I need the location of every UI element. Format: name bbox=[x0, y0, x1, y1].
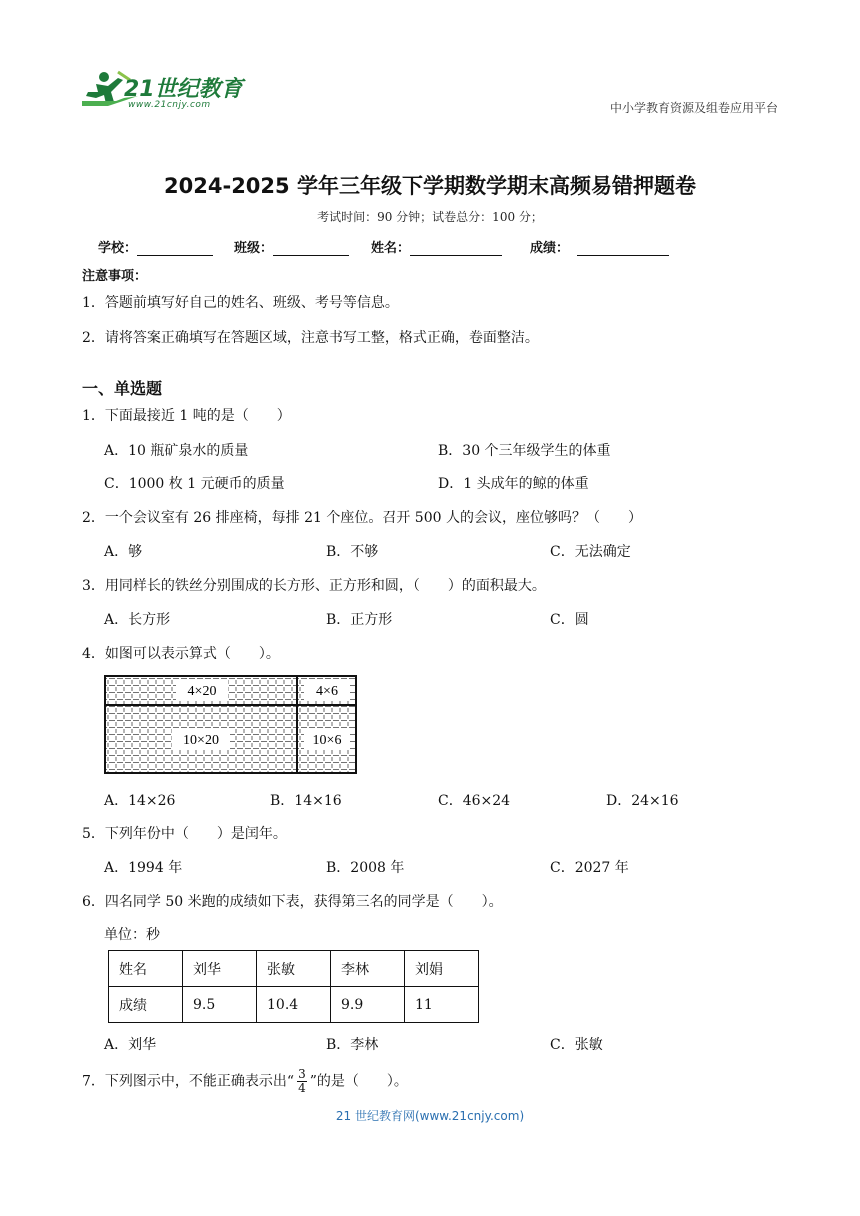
score-field[interactable] bbox=[530, 237, 669, 256]
table-cell: 成绩 bbox=[109, 987, 183, 1023]
school-blank[interactable] bbox=[137, 241, 213, 256]
option-b[interactable]: B．不够 bbox=[326, 544, 379, 560]
table-cell: 刘华 bbox=[183, 951, 257, 987]
class-label: 班级： bbox=[234, 241, 274, 256]
table-cell: 李林 bbox=[331, 951, 405, 987]
table-row bbox=[109, 951, 479, 987]
table-row bbox=[109, 987, 479, 1023]
notice-item: 2．请将答案正确填写在答题区域，注意书写工整，格式正确，卷面整洁。 bbox=[82, 330, 539, 346]
option-b[interactable]: B．正方形 bbox=[326, 612, 393, 628]
option-c[interactable]: C．46×24 bbox=[438, 793, 511, 809]
table-cell: 11 bbox=[405, 987, 479, 1023]
fraction-numerator: 3 bbox=[298, 1067, 306, 1081]
school-field[interactable] bbox=[98, 237, 213, 256]
exam-info: 考试时间：90 分钟；试卷总分：100 分； bbox=[317, 210, 543, 224]
label-4x6: 4×6 bbox=[316, 684, 338, 699]
option-c[interactable]: C．2027 年 bbox=[550, 860, 629, 876]
table-cell: 9.5 bbox=[183, 987, 257, 1023]
table-cell: 10.4 bbox=[257, 987, 331, 1023]
fraction-denominator: 4 bbox=[298, 1081, 306, 1095]
label-10x6: 10×6 bbox=[312, 733, 342, 748]
option-c[interactable]: C．圆 bbox=[550, 612, 589, 628]
option-c[interactable]: C．无法确定 bbox=[550, 544, 631, 560]
option-c[interactable]: C．1000 枚 1 元硬币的质量 bbox=[104, 476, 285, 492]
question-stem: 4．如图可以表示算式（ ）。 bbox=[82, 646, 280, 662]
option-c[interactable]: C．张敏 bbox=[550, 1037, 603, 1053]
question-stem: 1．下面最接近 1 吨的是（ ） bbox=[82, 408, 291, 424]
page-title: 2024-2025 学年三年级下学期数学期末高频易错押题卷 bbox=[164, 174, 696, 198]
label-10x20: 10×20 bbox=[183, 733, 219, 748]
notice-item: 1．答题前填写好自己的姓名、班级、考号等信息。 bbox=[82, 295, 399, 311]
score-blank[interactable] bbox=[577, 241, 669, 256]
score-label: 成绩： bbox=[530, 241, 570, 256]
logo-text: 21世纪教育 bbox=[124, 77, 243, 102]
table-cell: 9.9 bbox=[331, 987, 405, 1023]
question-stem: 5．下列年份中（ ）是闰年。 bbox=[82, 826, 287, 842]
footer-link[interactable]: 21 世纪教育网(www.21cnjy.com) bbox=[335, 1109, 525, 1123]
class-field[interactable] bbox=[234, 237, 349, 256]
brand-logo bbox=[78, 68, 248, 118]
question-stem bbox=[82, 1068, 408, 1095]
label-4x20: 4×20 bbox=[187, 684, 217, 699]
section-title: 一、单选题 bbox=[82, 379, 163, 398]
school-label: 学校： bbox=[98, 241, 138, 256]
option-a[interactable]: A．1994 年 bbox=[104, 860, 183, 876]
option-a[interactable]: A．10 瓶矿泉水的质量 bbox=[104, 443, 249, 459]
option-b[interactable]: B．李林 bbox=[326, 1037, 379, 1053]
option-b[interactable]: B．14×16 bbox=[270, 793, 342, 809]
option-a[interactable]: A．够 bbox=[104, 544, 143, 560]
option-b[interactable]: B．30 个三年级学生的体重 bbox=[438, 443, 611, 459]
option-a[interactable]: A．14×26 bbox=[104, 793, 176, 809]
area-model-figure bbox=[104, 675, 358, 779]
name-field[interactable] bbox=[371, 237, 502, 256]
stem-after: ”的是（ ）。 bbox=[309, 1073, 408, 1090]
name-label: 姓名： bbox=[371, 241, 411, 256]
option-d[interactable]: D．24×16 bbox=[606, 793, 679, 809]
table-cell: 刘娟 bbox=[405, 951, 479, 987]
notice-title: 注意事项： bbox=[82, 269, 148, 284]
stem-before: 7．下列图示中，不能正确表示出“ bbox=[82, 1073, 295, 1090]
question-stem: 6．四名同学 50 米跑的成绩如下表，获得第三名的同学是（ ）。 bbox=[82, 894, 503, 910]
option-a[interactable]: A．刘华 bbox=[104, 1037, 157, 1053]
question-stem: 2．一个会议室有 26 排座椅，每排 21 个座位。召开 500 人的会议，座位够吗？（ ） bbox=[82, 510, 642, 526]
option-b[interactable]: B．2008 年 bbox=[326, 860, 405, 876]
unit-label: 单位：秒 bbox=[104, 927, 160, 943]
class-blank[interactable] bbox=[273, 241, 349, 256]
logo-url: www.21cnjy.com bbox=[128, 100, 211, 110]
option-d[interactable]: D．1 头成年的鲸的体重 bbox=[438, 476, 589, 492]
scores-table bbox=[108, 950, 479, 1023]
table-cell: 张敏 bbox=[257, 951, 331, 987]
question-stem: 3．用同样长的铁丝分别围成的长方形、正方形和圆，（ ）的面积最大。 bbox=[82, 578, 546, 594]
table-cell: 姓名 bbox=[109, 951, 183, 987]
name-blank[interactable] bbox=[410, 241, 502, 256]
option-a[interactable]: A．长方形 bbox=[104, 612, 171, 628]
fraction bbox=[297, 1068, 307, 1095]
platform-name: 中小学教育资源及组卷应用平台 bbox=[609, 101, 778, 115]
